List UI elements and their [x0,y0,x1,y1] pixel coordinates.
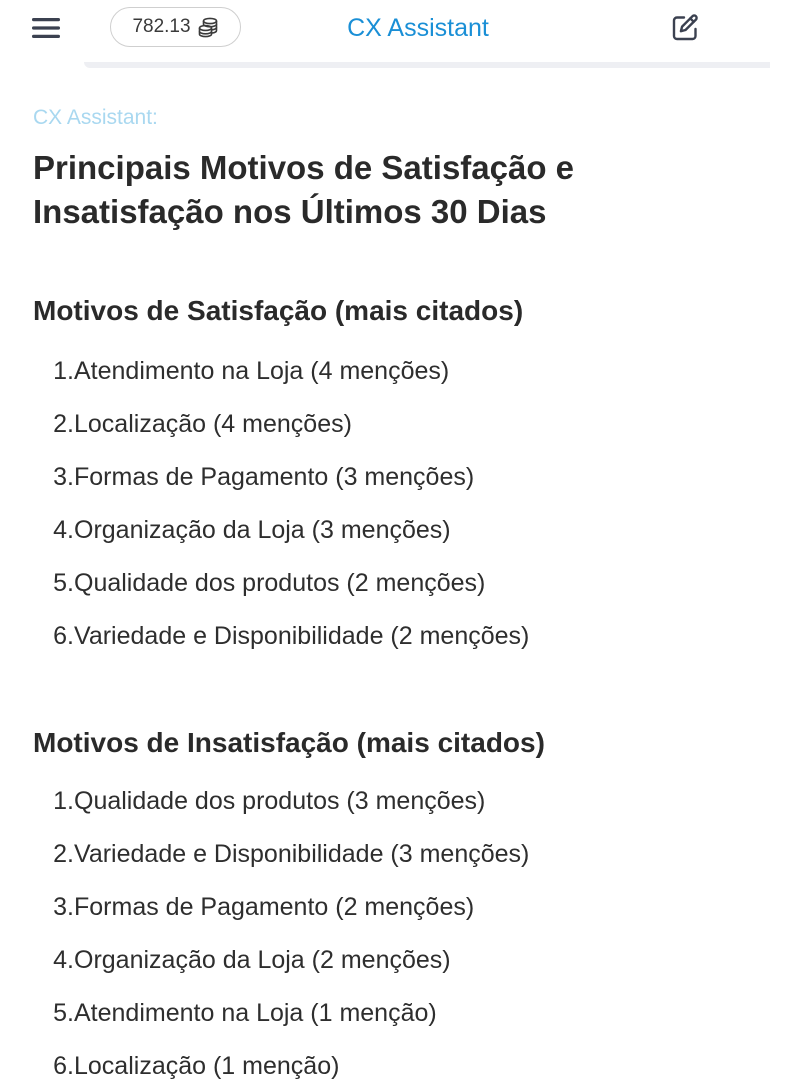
list-item-text: Localização (4 menções) [74,410,352,438]
sender-label: CX Assistant: [33,106,158,129]
list-item [33,940,773,993]
top-bar [0,0,810,72]
list-item-text: Organização da Loja (3 menções) [74,516,451,544]
assistant-message [33,104,773,1080]
list-item-text: Formas de Pagamento (2 menções) [74,893,475,921]
list-item [33,616,773,669]
list-item-text: Qualidade dos produtos (2 menções) [74,569,486,597]
list-item [33,457,773,510]
list-item-text: Organização da Loja (2 menções) [74,946,451,974]
satisfaction-list [33,351,773,669]
list-item-number: 6. [53,622,74,650]
list-item-number: 3. [53,893,74,921]
credits-value: 782.13 [132,16,191,37]
app-title: CX Assistant [347,13,489,42]
menu-button[interactable] [22,8,70,48]
list-item-text: Qualidade dos produtos (3 menções) [74,787,486,815]
new-chat-button[interactable] [664,8,706,48]
list-item-text: Atendimento na Loja (4 menções) [74,357,450,385]
list-item-number: 1. [53,787,74,815]
list-item-text: Variedade e Disponibilidade (3 menções) [74,840,530,868]
list-item-number: 4. [53,946,74,974]
list-item [33,404,773,457]
credits-badge[interactable] [110,7,241,47]
list-item [33,993,773,1046]
dissatisfaction-list [33,781,773,1080]
list-item [33,1046,773,1080]
list-item-text: Localização (1 menção) [74,1052,340,1080]
edit-pencil-square-icon [670,13,700,43]
list-item-number: 4. [53,516,74,544]
list-item [33,781,773,834]
report-title: Principais Motivos de Satisfação e Insatisfação nos Últimos 30 Dias [33,149,575,230]
list-item-number: 5. [53,999,74,1027]
hamburger-menu-icon [31,16,61,40]
dissatisfaction-heading: Motivos de Insatisfação (mais citados) [33,727,545,758]
satisfaction-heading: Motivos de Satisfação (mais citados) [33,295,524,326]
list-item-number: 3. [53,463,74,491]
list-item-number: 5. [53,569,74,597]
list-item-number: 6. [53,1052,74,1080]
list-item-number: 2. [53,410,74,438]
list-item-text: Variedade e Disponibilidade (2 menções) [74,622,530,650]
list-item-number: 2. [53,840,74,868]
list-item [33,351,773,404]
list-item-number: 1. [53,357,74,385]
header-divider [84,62,770,68]
list-item-text: Formas de Pagamento (3 menções) [74,463,475,491]
list-item [33,887,773,940]
list-item [33,510,773,563]
list-item [33,834,773,887]
coins-stack-icon [197,16,219,38]
list-item-text: Atendimento na Loja (1 menção) [74,999,437,1027]
list-item [33,563,773,616]
